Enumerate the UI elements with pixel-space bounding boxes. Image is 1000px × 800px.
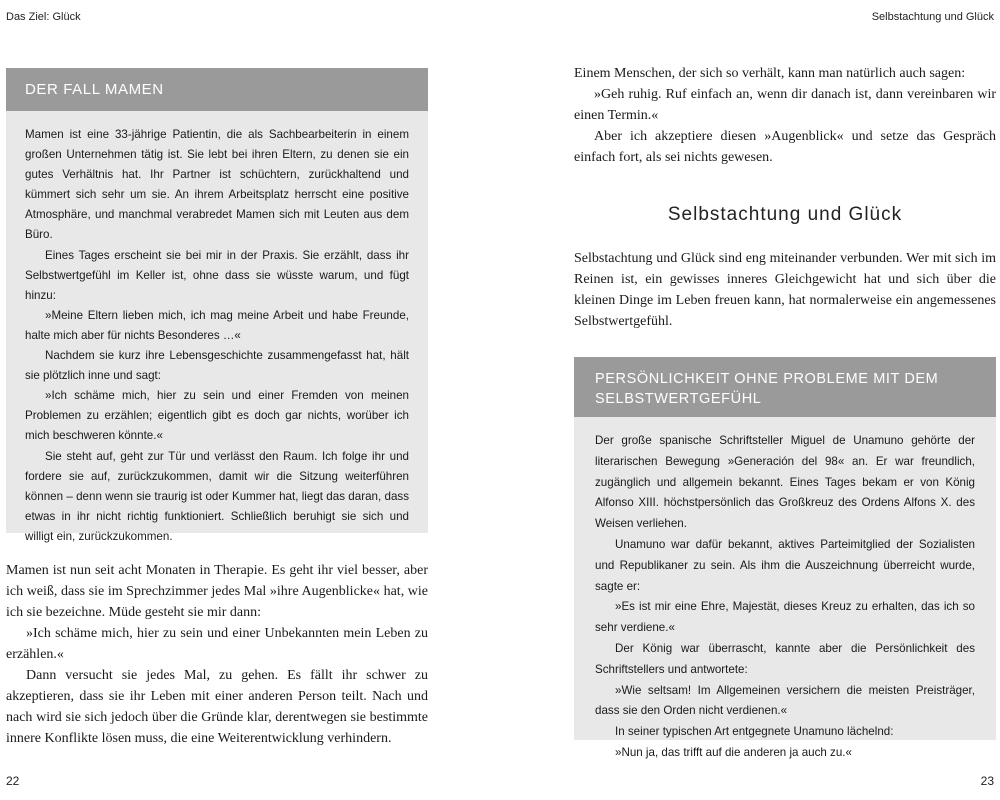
section-title: Selbstachtung und Glück <box>667 204 903 225</box>
body-paragraph: Mamen ist nun seit acht Monaten in Therapie. Es geht ihr viel besser, aber ich weiß, dass sie im Sprechzimmer jedes Mal »ihre Augenblicke« hat, wie ich sie bezeichne. Müde gesteht sie mir dann: <box>6 563 428 620</box>
personality-box-title <box>574 357 996 417</box>
case-paragraph: Eines Tages erscheint sie bei mir in der Praxis. Sie erzählt, dass ihr Selbstwertgefühl im Keller ist, ohne dass sie wüsste warum, und fügt hinzu: <box>25 248 409 302</box>
body-paragraph: »Geh ruhig. Ruf einfach an, wenn dir danach ist, dann vereinbaren wir einen Termin.« <box>574 87 996 123</box>
case-box-title: DER FALL MAMEN <box>6 68 428 111</box>
case-box-text <box>6 111 428 547</box>
case-paragraph: Sie steht auf, geht zur Tür und verlässt den Raum. Ich folge ihr und fordere sie auf, zurückzukommen, damit wir die Sitzung weiterführen können – denn wenn sie traurig ist oder Kummer hat, liegt das daran, dass etwas in ihr nicht richtig funktioniert. Schließlich beruhigt sie sich und willigt ein, zurückzukommen. <box>25 449 409 543</box>
box-title-line: SELBSTWERTGEFÜHL <box>595 391 762 407</box>
body-paragraph: »Ich schäme mich, hier zu sein und einer Unbekannten mein Leben zu erzählen.« <box>6 626 428 662</box>
personality-box-text <box>574 417 996 764</box>
body-paragraph: Dann versucht sie jedes Mal, zu gehen. Es fällt ihr schwer zu akzeptieren, dass sie ihr Leben mit einer anderen Person teilt. Nach und nach wird sie sich jedoch über die Gründe klar, derentwegen sie bestimmte innere Konflikte lösen muss, die eine Weiterentwicklung verhindern. <box>6 668 428 746</box>
case-box-mamen <box>6 68 428 543</box>
box-paragraph: Der König war überrascht, kannte aber die Persönlichkeit des Schriftstellers und antwortete: <box>595 641 975 676</box>
box-paragraph: »Nun ja, das trifft auf die anderen ja auch zu.« <box>615 745 852 759</box>
personality-box <box>574 357 996 759</box>
case-paragraph: Mamen ist eine 33-jährige Patientin, die als Sachbearbeiterin in einem großen Unternehmen tätig ist. Sie lebt bei ihren Eltern, zu denen sie ein gutes Verhältnis hat. Ihr Partner ist schüchtern, zurückhaltend und kümmert sich sehr um sie. An ihrem Arbeitsplatz herrscht eine positive Atmosphäre, und manchmal verabredet Mamen sich mit Leuten aus dem Büro. <box>25 128 409 242</box>
box-paragraph: Der große spanische Schriftsteller Miguel de Unamuno gehörte der literarischen Bewegung »Generación del 98« an. Er war freundlich, zugänglich und allgemein bekannt. Eines Tages bekam er von König Alfonso XIII. höchstpersönlich das Großkreuz des Ordens Alfons X. des Weisen verliehen. <box>595 434 975 531</box>
box-title-line: PERSÖNLICHKEIT OHNE PROBLEME MIT DEM <box>595 371 939 387</box>
box-paragraph: »Es ist mir eine Ehre, Majestät, dieses Kreuz zu erhalten, das ich so sehr verdiene.« <box>595 600 975 635</box>
running-head-left: Das Ziel: Glück <box>6 11 81 23</box>
body-paragraph: Selbstachtung und Glück sind eng miteinander verbunden. Wer mit sich im Reinen ist, ein gewisses inneres Gleichgewicht hat und sich über die kleinen Dinge im Leben freuen kann, hat normalerweise ein angemessenes Selbstwertgefühl. <box>574 251 996 329</box>
body-paragraph: Einem Menschen, der sich so verhält, kann man natürlich auch sagen: <box>574 66 966 81</box>
box-paragraph: »Wie seltsam! Im Allgemeinen versichern die meisten Preisträger, dass sie den Orden nicht verdienen.« <box>595 683 975 718</box>
page-number-left: 22 <box>6 774 20 788</box>
box-paragraph: In seiner typischen Art entgegnete Unamuno lächelnd: <box>615 725 894 739</box>
body-paragraph: Aber ich akzeptiere diesen »Augenblick« und setze das Gespräch einfach fort, als sei nichts gewesen. <box>574 129 996 165</box>
page-number-right: 23 <box>980 774 994 788</box>
case-paragraph: »Meine Eltern lieben mich, ich mag meine Arbeit und habe Freunde, halte mich aber für nichts Besonderes …« <box>25 308 409 342</box>
section-body-text <box>574 248 996 332</box>
box-paragraph: Unamuno war dafür bekannt, aktives Parteimitglied der Sozialisten und Republikaner zu sein. Als ihm die Auszeichnung überreicht wurde, sagte er: <box>595 537 975 593</box>
case-paragraph: Nachdem sie kurz ihre Lebensgeschichte zusammengefasst hat, hält sie plötzlich inne und sagt: <box>25 349 409 383</box>
right-intro-text <box>574 63 996 168</box>
running-head-right: Selbstachtung und Glück <box>871 11 994 23</box>
left-body-text <box>6 560 428 749</box>
case-paragraph: »Ich schäme mich, hier zu sein und einer Fremden von meinen Problemen zu erzählen; eigentlich gibt es doch gar nichts, worüber ich mich beschweren könnte.« <box>25 389 409 443</box>
